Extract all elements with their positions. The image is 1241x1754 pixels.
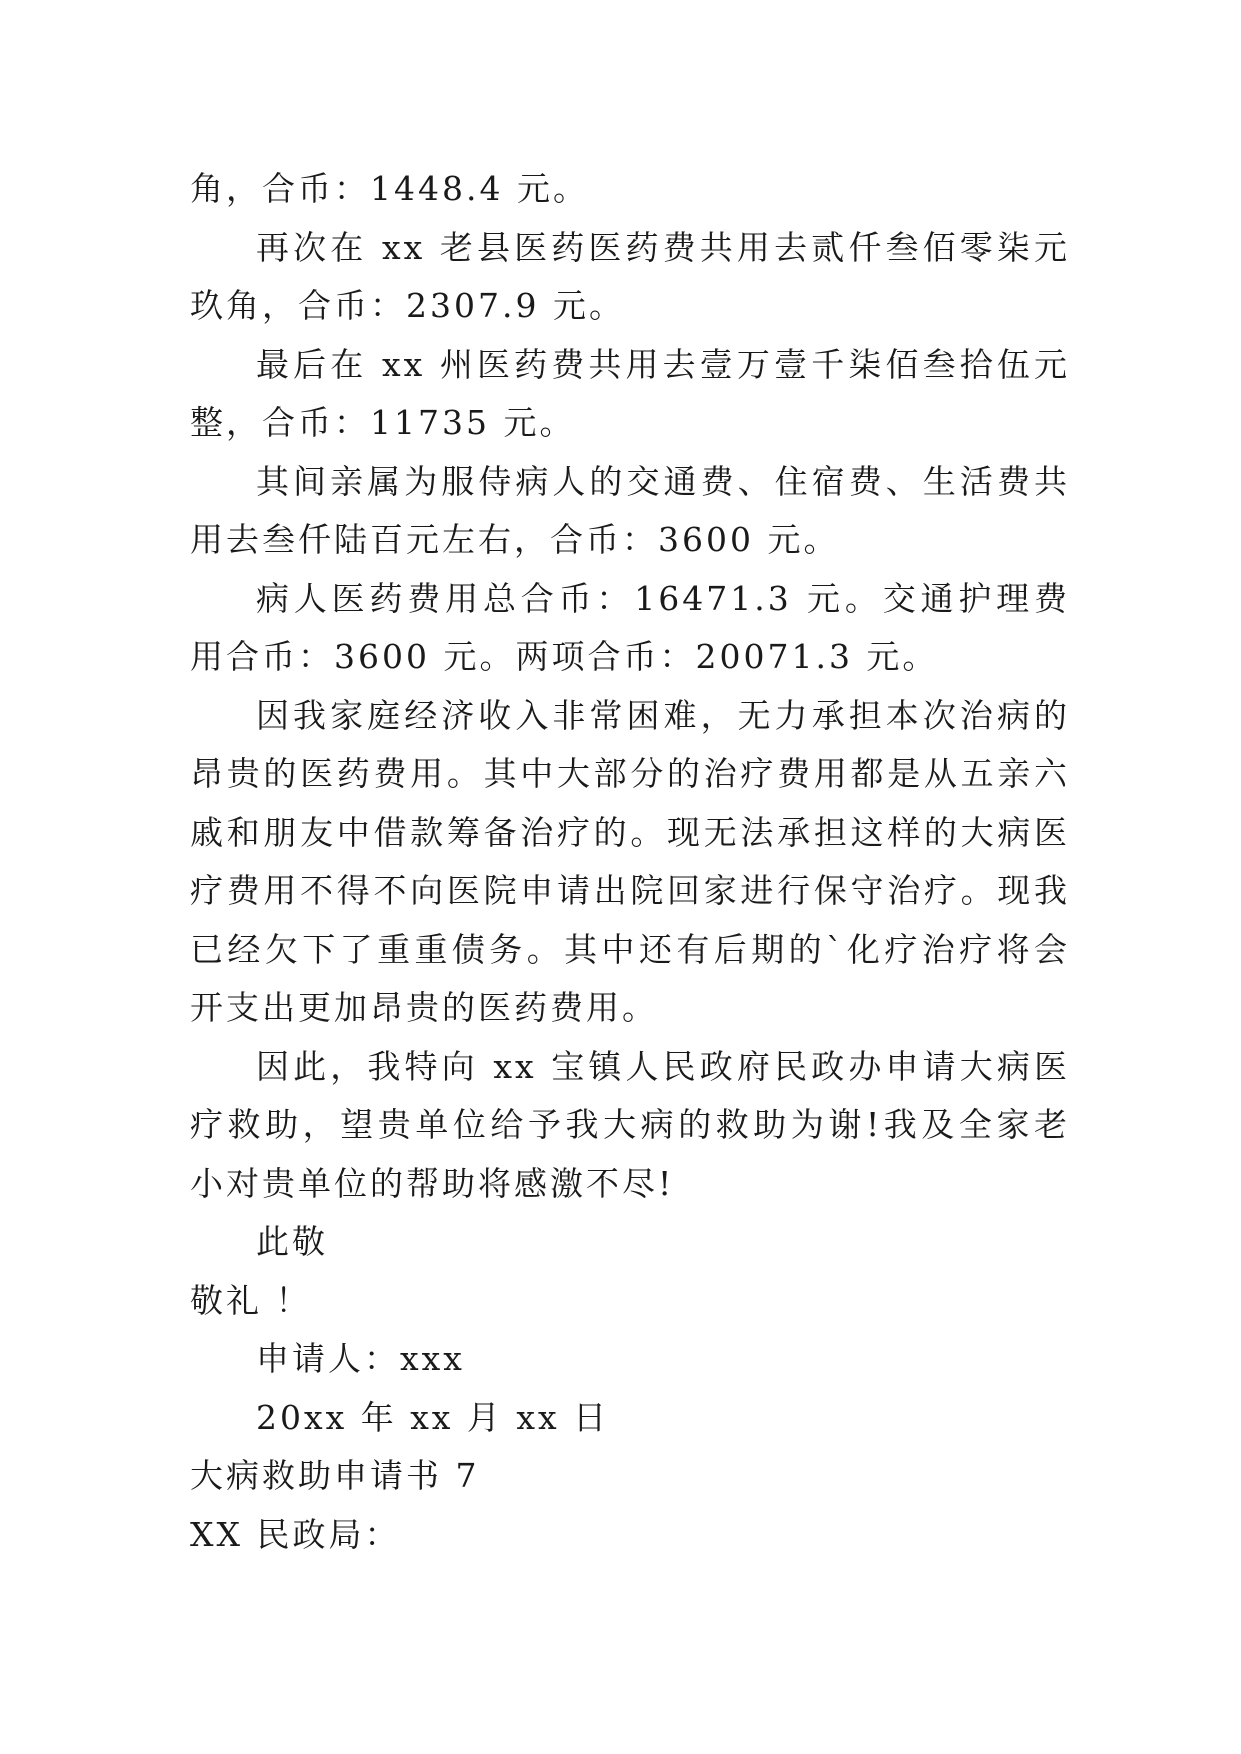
closing-salutation: 此敬 xyxy=(256,1222,328,1261)
paragraph-amount-continued: 角，合币：1448.4 元。 xyxy=(190,169,589,208)
paragraph-total-expense: 病人医药费用总合币：16471.3 元。交通护理费用合币：3600 元。两项合币：20071.3 元。 xyxy=(190,578,1070,676)
paragraph-family-expense: 其间亲属为服侍病人的交通费、住宿费、生活费共用去叁仟陆百元左右，合币：3600 元。 xyxy=(190,461,1070,559)
paragraph-county-expense: 再次在 xx 老县医药医药费共用去贰仟叁佰零柒元玖角，合币：2307.9 元。 xyxy=(190,227,1070,325)
paragraph-prefecture-expense: 最后在 xx 州医药费共用去壹万壹千柒佰叁拾伍元整，合币：11735 元。 xyxy=(190,344,1070,442)
recipient-addressee: XX 民政局： xyxy=(190,1514,401,1554)
document-body xyxy=(190,160,1070,1564)
applicant-signature: 申请人：xxx xyxy=(256,1339,465,1378)
closing-regards: 敬礼 ！ xyxy=(190,1280,312,1320)
application-date: 20xx 年 xx 月 xx 日 xyxy=(256,1397,610,1437)
paragraph-request: 因此，我特向 xx 宝镇人民政府民政办申请大病医疗救助，望贵单位给予我大病的救助为谢!我及全家老小对贵单位的帮助将感激不尽! xyxy=(190,1046,1070,1203)
paragraph-hardship: 因我家庭经济收入非常困难，无力承担本次治病的昂贵的医药费用。其中大部分的治疗费用都是从五亲六戚和朋友中借款筹备治疗的。现无法承担这样的大病医疗费用不得不向医院申请出院回家进行保守治疗。现我已经欠下了重重债务。其中还有后期的`化疗治疗将会开支出更加昂贵的医药费用。 xyxy=(190,695,1070,1027)
next-document-title: 大病救助申请书 7 xyxy=(190,1456,480,1495)
